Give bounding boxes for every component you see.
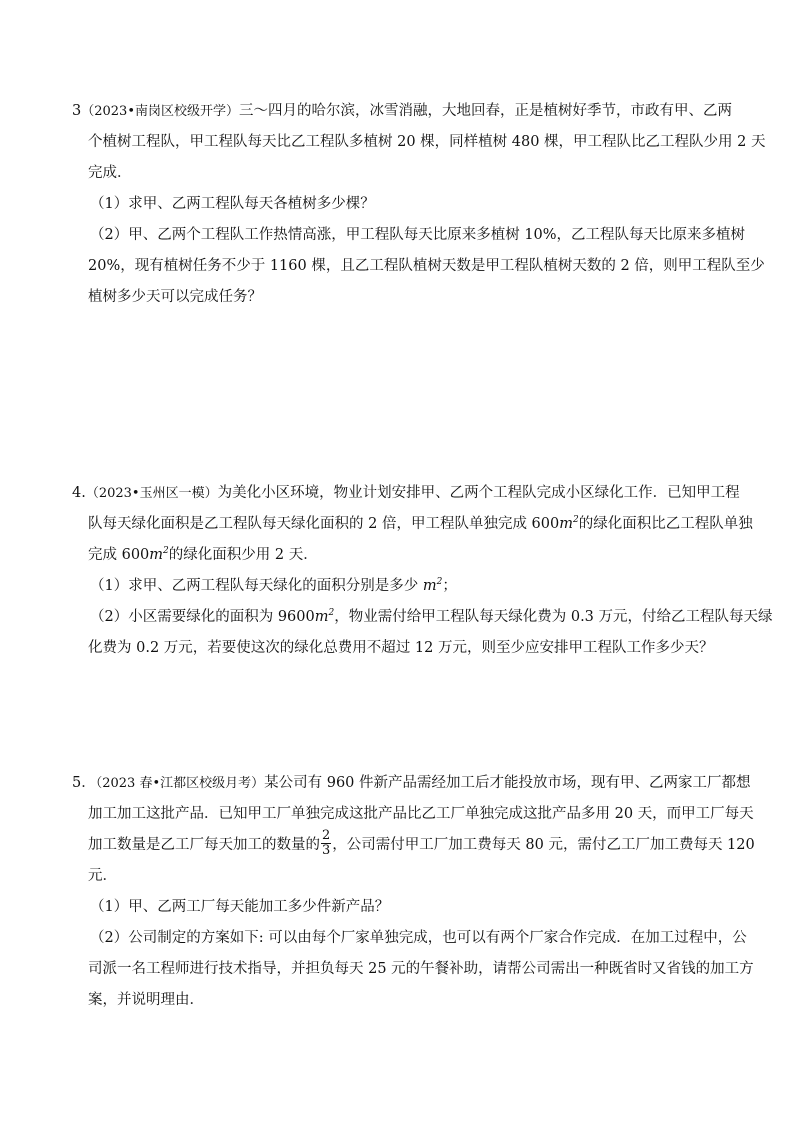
question-3-part-2-line-3: 植树多少天可以完成任务？	[88, 289, 262, 305]
fraction-two-thirds: $\frac{2}{3}$	[322, 827, 331, 858]
question-3-stem-line-1: 3（2023•南岗区校级开学）三～四月的哈尔滨，冰雪消融，大地回春，正是植树好季节，市政有甲、乙两	[72, 103, 732, 119]
question-number: 3	[72, 103, 82, 119]
question-source: （2023•玉州区一模）	[85, 486, 218, 501]
question-source: （2023•南岗区校级开学）	[81, 104, 239, 119]
question-5-part-2-line-3: 案，并说明理由．	[88, 992, 204, 1008]
question-4-stem-line-3: 完成 $600m^2$的绿化面积少用 2 天．	[88, 546, 318, 563]
question-3-stem-line-2: 个植树工程队，甲工程队每天比乙工程队多植树 20 棵，同样植树 480 棵，甲工程队比乙工程队少用 2 天	[88, 134, 766, 150]
question-5-stem-line-1: 5．（2023 春•江都区校级月考）某公司有 960 件新产品需经加工后才能投放市场，现有甲、乙两家工厂都想	[72, 775, 751, 791]
question-4-part-2-line-1: （2）小区需要绿化的面积为 $9600m^2$，物业需付给甲工程队每天绿化费为 0.3 万元，付给乙工程队每天绿	[90, 608, 773, 625]
question-5-stem-line-2: 加工加工这批产品．已知甲工厂单独完成这批产品比乙工厂单独完成这批产品多用 20 天，而甲工厂每天	[88, 806, 754, 822]
question-5-part-2-line-1: （2）公司制定的方案如下: 可以由每个厂家单独完成，也可以有两个厂家合作完成．在加工过程中，公	[90, 930, 747, 946]
unit-m2: $m^2$	[422, 577, 443, 594]
question-number: 4.	[72, 485, 86, 501]
question-3-part-1: （1）求甲、乙两工程队每天各植树多少棵？	[90, 196, 375, 212]
question-5-part-1: （1）甲、乙两工厂每天能加工多少件新产品？	[90, 899, 390, 915]
question-3-stem-line-3: 完成．	[88, 165, 132, 181]
question-5	[72, 768, 755, 1016]
unit-m2: $m^2$	[314, 608, 335, 625]
question-4-part-1: （1）求甲、乙两工程队每天绿化的面积分别是多少 $m^2$；	[90, 577, 457, 594]
question-5-stem-line-4: 元．	[88, 868, 117, 884]
question-3-part-2-line-2: 20%，现有植树任务不少于 1160 棵，且乙工程队植树天数是甲工程队植树天数的 2 倍，则甲工程队至少	[88, 258, 765, 274]
question-3	[72, 96, 766, 313]
question-4-part-2-line-2: 化费为 0.2 万元，若要使这次的绿化总费用不超过 12 万元，则至少应安排甲工程队工作多少天？	[88, 640, 714, 656]
question-5-stem-line-3: 加工数量是乙工厂每天加工的数量的 $\frac{2}{3}$ ，公司需付甲工厂加工费每天 80 元，需付乙工厂加工费每天 120	[88, 827, 755, 858]
question-5-part-2-line-2: 司派一名工程师进行技术指导，并担负每天 25 元的午餐补助，请帮公司需出一种既省时又省钱的加工方	[88, 961, 754, 977]
question-source: （2023 春•江都区校级月考）	[95, 776, 265, 791]
question-3-part-2-line-1: （2）甲、乙两个工程队工作热情高涨，甲工程队每天比原来多植树 10%，乙工程队每天比原来多植树	[90, 227, 746, 243]
question-4-stem-line-2: 队每天绿化面积是乙工程队每天绿化面积的 2 倍，甲工程队单独完成 $600m^2$的绿化面积比乙工程队单独	[88, 515, 753, 532]
question-4-stem-line-1: 4.（2023•玉州区一模）为美化小区环境，物业计划安排甲、乙两个工程队完成小区绿化工作．已知甲工程	[72, 485, 740, 501]
unit-m2: $m^2$	[559, 515, 579, 532]
question-number: 5．	[72, 775, 96, 791]
unit-m2: $m^2$	[149, 546, 169, 563]
question-4	[72, 478, 773, 664]
